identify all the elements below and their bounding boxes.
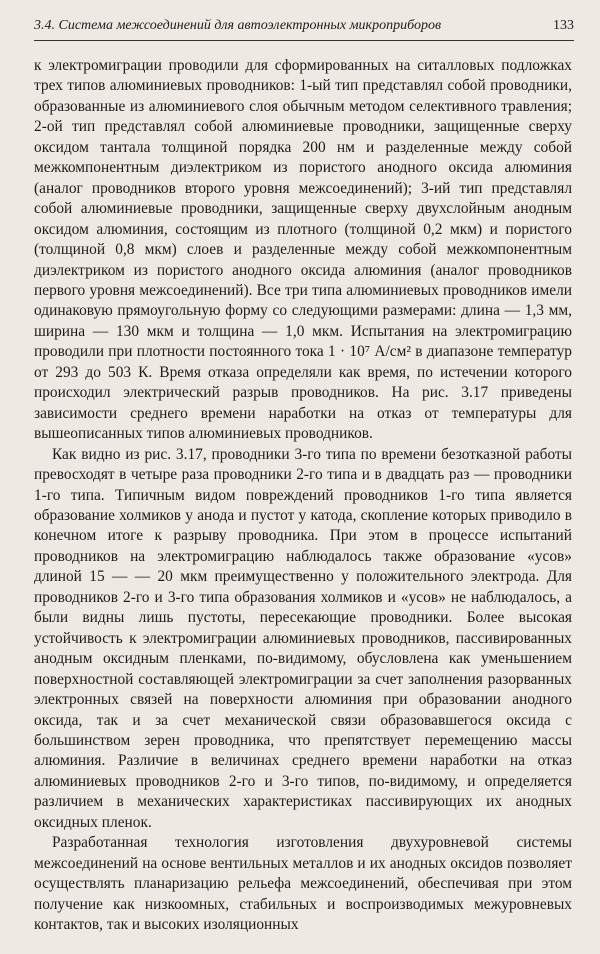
page-number: 133 [553,18,574,33]
running-title: 3.4. Система межсоединений для автоэлектронных микроприборов [34,18,442,33]
paragraph: Разработанная технология изготовления двухуровневой системы межсоединений на основе вентильных металлов и их анодных оксидов позволяет осуществлять планаризацию рельефа межсоединений, обеспечивая при этом получение как низкоомных, стабильных и воспроизводимых межуровневых контактов, так и высоких изоляционных [34,834,572,934]
paragraph: к электромиграции проводили для сформированных на ситалловых подложках трех типов алюминиевых проводников: 1-ый тип представлял собой проводники, образованные из алюминиевого слоя обычным методом селективного травления; 2-ой тип представлял собой алюминиевые проводники, защищенные сверху оксидом тантала толщиной порядка 200 нм и разделенные между собой межкомпонентным диэлектриком из пористого анодного оксида алюминия (аналог проводников второго уровня межсоединений); 3-ий тип представлял собой алюминиевые проводники, защищенные сверху двухслойным анодным оксидом алюминия, состоящим из плотного (толщиной 0,2 мкм) и пористого (толщиной 0,8 мкм) слоев и разделенные между собой межкомпонентным диэлектриком из пористого анодного оксида алюминия (аналог проводников первого уровня межсоединений). Все три типа алюминиевых проводников имели одинаковую прямоугольную форму со следующими размерами: длина — 1,3 мм, ширина — 130 мкм и толщина — 1,0 мкм. Испытания на электромиграцию проводили при плотности постоянного тока 1 · 10⁷ А/см² в диапазоне температур от 293 до 503 К. Время отказа определяли как время, по истечении которого происходил электрический разрыв проводников. На рис. 3.17 приведены зависимости среднего времени наработки на отказ от температуры для вышеописанных типов алюминиевых проводников. [34,57,572,443]
body-text [34,56,572,935]
running-header [34,14,574,41]
paragraph: Как видно из рис. 3.17, проводники 3-го типа по времени безотказной работы превосходят в четыре раза проводники 2-го типа и в двадцать раз — проводники 1-го типа. Типичным видом повреждений проводников 1-го типа является образование холмиков у анода и пустот у катода, скопление которых приводило в конечном итоге к разрыву проводника. При этом в процессе испытаний проводников на электромиграцию наблюдалось также образование «усов» длиной 15 — — 20 мкм преимущественно у положительного электрода. Для проводников 2-го и 3-го типа образования холмиков и «усов» не наблюдалось, а были видны лишь пустоты, пересекающие проводники. Более высокая устойчивость к электромиграции алюминиевых проводников, пассивированных анодным оксидным пленками, по-видимому, обусловлена как уменьшением поверхностной составляющей электромиграции за счет заполнения разорванных электронных связей на поверхности алюминия при образовании анодного оксида, так и за счет механической связи образовавшегося оксида с большинством зерен проводника, что препятствует перемещению массы алюминия. Различие в величинах среднего времени наработки на отказ алюминиевых проводников 2-го и 3-го типов, по-видимому, и определяется различием в механических характеристиках пассивирующих их анодных оксидных пленок. [34,445,572,831]
